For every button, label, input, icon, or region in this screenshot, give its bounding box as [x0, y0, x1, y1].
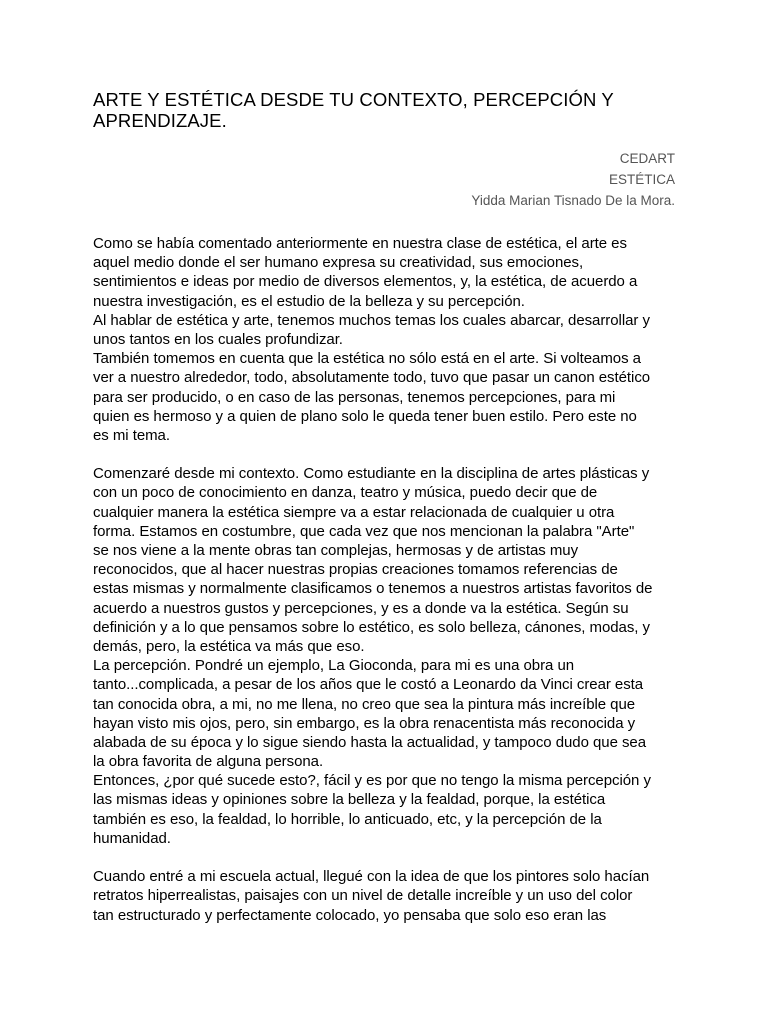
text-line: nuestra investigación, es el estudio de la belleza y su percepción. [93, 292, 525, 310]
text-line: También tomemos en cuenta que la estética no sólo está en el arte. Si volteamos a [93, 350, 641, 368]
text-line: tan estructurado y perfectamente colocado, yo pensaba que solo eso eran las [93, 906, 607, 924]
title-line: ARTE Y ESTÉTICA DESDE TU CONTEXTO, PERCEPCIÓN Y [93, 89, 614, 110]
text-line: para ser producido, o en caso de las personas, tenemos percepciones, para mi [93, 388, 616, 406]
text-line: es mi tema. [93, 426, 170, 444]
text-line: alabada de su época y lo sigue siendo hasta la actualidad, y tampoco dudo que sea [93, 733, 647, 751]
paragraph-gap [93, 848, 693, 867]
text-line: se nos viene a la mente obras tan complejas, hermosas y de artistas muy [93, 542, 579, 559]
text-line: unos tantos en los cuales profundizar. [93, 330, 343, 348]
document-body [93, 234, 693, 925]
paragraph-3 [93, 867, 693, 925]
title-line: APRENDIZAJE. [93, 110, 227, 131]
paragraph-1 [93, 234, 693, 445]
text-line: Como se había comentado anteriormente en nuestra clase de estética, el arte es [93, 235, 627, 252]
text-line: definición y a lo que pensamos sobre lo estético, es solo belleza, cánones, modas, y [93, 618, 650, 636]
document-meta [471, 148, 675, 211]
text-line: Entonces, ¿por qué sucede esto?, fácil y es por que no tengo la misma percepción y [93, 772, 651, 790]
text-line: reconocidos, que al hacer nuestras propias creaciones tomamos referencias de [93, 561, 618, 579]
author-name: Yidda Marian Tisnado De la Mora. [471, 193, 675, 208]
text-line: también es eso, la fealdad, lo horrible, lo anticuado, etc, y la percepción de la [93, 810, 602, 828]
paragraph-2 [93, 464, 693, 848]
text-line: Al hablar de estética y arte, tenemos muchos temas los cuales abarcar, desarrollar y [93, 311, 650, 329]
school-name: CEDART [619, 151, 675, 166]
text-line: demás, pero, la estética va más que eso. [93, 637, 365, 655]
text-line: forma. Estamos en costumbre, que cada vez que nos mencionan la palabra "Arte" [93, 522, 635, 540]
text-line: Comenzaré desde mi contexto. Como estudiante en la disciplina de artes plásticas y [93, 465, 650, 483]
text-line: humanidad. [93, 829, 171, 847]
text-line: La percepción. Pondré un ejemplo, La Gioconda, para mi es una obra un [93, 657, 575, 675]
text-line: la obra favorita de alguna persona. [93, 753, 324, 771]
text-line: estas mismas y normalmente clasificamos o tenemos a nuestros artistas favoritos de [93, 580, 653, 598]
text-line: aquel medio donde el ser humano expresa su creatividad, sus emociones, [93, 254, 584, 272]
text-line: Cuando entré a mi escuela actual, llegué con la idea de que los pintores solo hacían [93, 868, 650, 886]
text-line: ver a nuestro alrededor, todo, absolutamente todo, tuvo que pasar un canon estético [93, 369, 651, 387]
text-line: las mismas ideas y opiniones sobre la belleza y la fealdad, porque, la estética [93, 791, 606, 809]
text-line: sentimientos e ideas por medio de diversos elementos, y, la estética, de acuerdo a [93, 273, 638, 291]
document-title [93, 89, 683, 131]
subject-name: ESTÉTICA [608, 172, 675, 187]
text-line: acuerdo a nuestros gustos y percepciones, y es a donde va la estética. Según su [93, 599, 629, 617]
text-line: tan conocida obra, a mi, no me llena, no creo que sea la pintura más increíble que [93, 695, 636, 713]
text-line: con un poco de conocimiento en danza, teatro y música, puedo decir que de [93, 484, 598, 502]
text-line: tanto...complicada, a pesar de los años que le costó a Leonardo da Vinci crear esta [93, 676, 644, 694]
text-line: cualquier manera la estética siempre va a estar relacionada de cualquier u otra [93, 503, 615, 521]
text-line: hayan visto mis ojos, pero, sin embargo, es la obra renacentista más reconocida y [93, 714, 636, 732]
text-line: quien es hermoso y a quien de plano solo le queda tener buen estilo. Pero este no [93, 407, 637, 425]
text-line: retratos hiperrealistas, paisajes con un nivel de detalle increíble y un uso del color [93, 887, 633, 905]
paragraph-gap [93, 445, 693, 464]
